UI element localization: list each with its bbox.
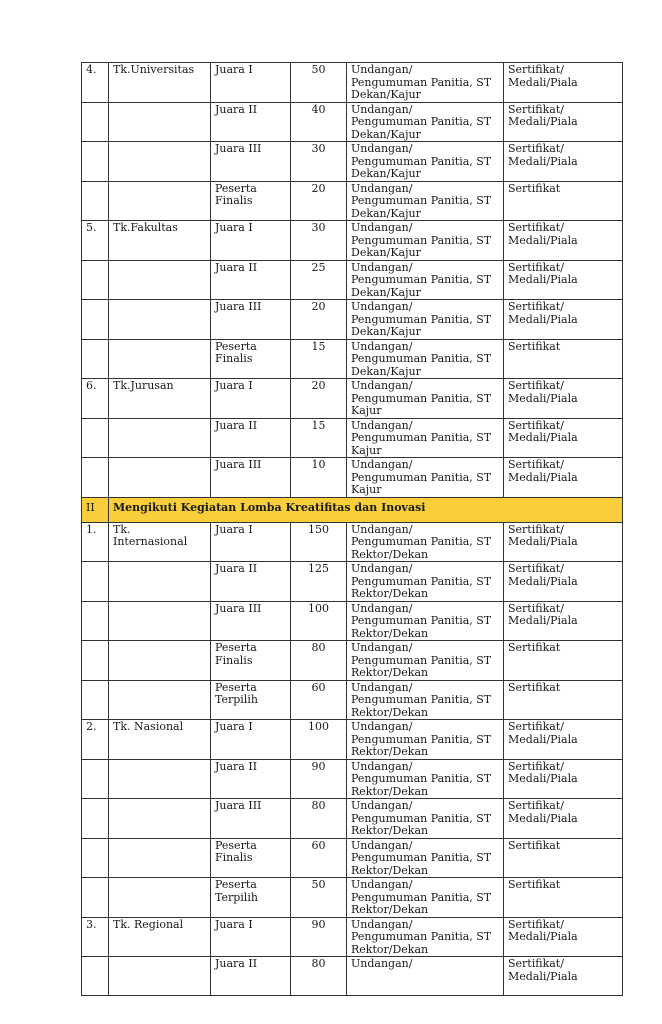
row-number-cell: 5. <box>82 221 109 261</box>
points-cell: 125 <box>291 562 347 602</box>
table-row <box>82 601 623 641</box>
level-cell <box>109 458 211 498</box>
table-row <box>82 562 623 602</box>
award-cell: Sertifikat/ Medali/Piala <box>504 142 623 182</box>
rank-cell: Juara III <box>211 601 291 641</box>
rank-cell: Peserta Terpilih <box>211 680 291 720</box>
evidence-cell <box>347 562 504 602</box>
rank-cell: Juara II <box>211 418 291 458</box>
row-number-cell <box>82 142 109 182</box>
rank-cell: Juara I <box>211 221 291 261</box>
evidence-line: Undangan/ <box>351 102 413 116</box>
evidence-cell <box>347 641 504 681</box>
evidence-line: Undangan/ <box>351 339 413 353</box>
level-cell <box>109 641 211 681</box>
level-cell <box>109 339 211 379</box>
evidence-cell <box>347 458 504 498</box>
evidence-cell <box>347 339 504 379</box>
achievement-score-table <box>81 62 623 996</box>
table-row <box>82 522 623 562</box>
evidence-line: Pengumuman Panitia, ST <box>351 653 492 667</box>
points-cell: 20 <box>291 300 347 340</box>
points-cell: 15 <box>291 418 347 458</box>
evidence-line: Undangan/ <box>351 142 413 155</box>
row-number-cell <box>82 181 109 221</box>
award-cell: Sertifikat/ Medali/Piala <box>504 759 623 799</box>
points-cell: 30 <box>291 142 347 182</box>
rank-cell: Juara III <box>211 458 291 498</box>
award-cell: Sertifikat <box>504 680 623 720</box>
evidence-line: Undangan/ <box>351 917 413 931</box>
award-cell: Sertifikat/ Medali/Piala <box>504 522 623 562</box>
evidence-cell <box>347 181 504 221</box>
evidence-line: Rektor/Dekan <box>351 824 429 837</box>
level-cell <box>109 878 211 918</box>
evidence-line: Pengumuman Panitia, ST <box>351 154 492 168</box>
points-cell: 20 <box>291 379 347 419</box>
evidence-line: Undangan/ <box>351 680 413 694</box>
evidence-cell <box>347 221 504 261</box>
table-row <box>82 339 623 379</box>
points-cell: 150 <box>291 522 347 562</box>
rank-cell: Peserta Finalis <box>211 838 291 878</box>
evidence-line: Dekan/Kajur <box>351 285 421 299</box>
rank-cell: Juara II <box>211 759 291 799</box>
level-cell: Tk. Nasional <box>109 720 211 760</box>
award-cell: Sertifikat/ Medali/Piala <box>504 917 623 957</box>
table-row <box>82 957 623 996</box>
evidence-line: Undangan/ <box>351 418 413 432</box>
table-row <box>82 142 623 182</box>
points-cell: 90 <box>291 917 347 957</box>
award-cell: Sertifikat/ Medali/Piala <box>504 562 623 602</box>
award-cell: Sertifikat/ Medali/Piala <box>504 221 623 261</box>
row-number-cell <box>82 601 109 641</box>
evidence-cell <box>347 142 504 182</box>
evidence-line: Dekan/Kajur <box>351 88 421 101</box>
evidence-line: Undangan/ <box>351 63 413 76</box>
award-cell: Sertifikat/ Medali/Piala <box>504 102 623 142</box>
evidence-line: Dekan/Kajur <box>351 364 421 378</box>
evidence-line: Rektor/Dekan <box>351 903 429 916</box>
level-cell <box>109 102 211 142</box>
points-cell: 80 <box>291 957 347 996</box>
evidence-line: Rektor/Dekan <box>351 745 429 758</box>
evidence-line: Undangan/ <box>351 720 413 733</box>
evidence-line: Pengumuman Panitia, ST <box>351 194 492 207</box>
rank-cell: Juara II <box>211 260 291 300</box>
level-cell <box>109 799 211 839</box>
award-cell: Sertifikat <box>504 339 623 379</box>
table-row <box>82 720 623 760</box>
evidence-cell <box>347 878 504 918</box>
evidence-line: Rektor/Dekan <box>351 942 429 956</box>
evidence-line: Rektor/Dekan <box>351 784 429 798</box>
row-number-cell <box>82 641 109 681</box>
evidence-cell <box>347 379 504 419</box>
points-cell: 90 <box>291 759 347 799</box>
evidence-line: Rektor/Dekan <box>351 666 429 679</box>
evidence-line: Pengumuman Panitia, ST <box>351 890 492 904</box>
rank-cell: Juara I <box>211 917 291 957</box>
evidence-line: Rektor/Dekan <box>351 547 429 561</box>
table-row <box>82 418 623 458</box>
evidence-line: Dekan/Kajur <box>351 127 421 141</box>
row-number-cell: 2. <box>82 720 109 760</box>
evidence-line: Pengumuman Panitia, ST <box>351 930 492 943</box>
points-cell: 80 <box>291 641 347 681</box>
section-title: Mengikuti Kegiatan Lomba Kreatifitas dan Inovasi <box>109 497 623 522</box>
evidence-line: Dekan/Kajur <box>351 246 421 259</box>
row-number-cell <box>82 300 109 340</box>
row-number-cell <box>82 680 109 720</box>
evidence-line: Pengumuman Panitia, ST <box>351 233 492 247</box>
row-number-cell: 3. <box>82 917 109 957</box>
evidence-line: Undangan/ <box>351 221 413 234</box>
evidence-line: Dekan/Kajur <box>351 206 421 220</box>
evidence-line: Dekan/Kajur <box>351 325 421 338</box>
evidence-line: Pengumuman Panitia, ST <box>351 614 492 627</box>
evidence-cell <box>347 300 504 340</box>
evidence-line: Kajur <box>351 483 382 496</box>
row-number-cell <box>82 957 109 996</box>
table-row <box>82 759 623 799</box>
rank-cell: Juara II <box>211 957 291 996</box>
evidence-line: Pengumuman Panitia, ST <box>351 732 492 746</box>
evidence-line: Pengumuman Panitia, ST <box>351 811 492 825</box>
evidence-line: Undangan/ <box>351 300 413 313</box>
rank-cell: Juara III <box>211 142 291 182</box>
table-row <box>82 641 623 681</box>
level-cell <box>109 300 211 340</box>
award-cell: Sertifikat <box>504 838 623 878</box>
points-cell: 20 <box>291 181 347 221</box>
evidence-line: Pengumuman Panitia, ST <box>351 391 492 405</box>
rank-cell: Peserta Finalis <box>211 339 291 379</box>
evidence-line: Pengumuman Panitia, ST <box>351 772 492 785</box>
level-cell <box>109 562 211 602</box>
level-cell <box>109 680 211 720</box>
section-number: II <box>82 497 109 522</box>
table-row <box>82 878 623 918</box>
evidence-line: Pengumuman Panitia, ST <box>351 75 492 89</box>
evidence-line: Undangan/ <box>351 379 413 392</box>
award-cell: Sertifikat <box>504 878 623 918</box>
points-cell: 15 <box>291 339 347 379</box>
evidence-line: Undangan/ <box>351 601 413 615</box>
row-number-cell: 4. <box>82 63 109 103</box>
table-row <box>82 221 623 261</box>
evidence-cell <box>347 601 504 641</box>
row-number-cell <box>82 562 109 602</box>
award-cell: Sertifikat <box>504 641 623 681</box>
award-cell: Sertifikat/ Medali/Piala <box>504 63 623 103</box>
points-cell: 60 <box>291 838 347 878</box>
row-number-cell <box>82 260 109 300</box>
rank-cell: Peserta Finalis <box>211 181 291 221</box>
rank-cell: Juara III <box>211 300 291 340</box>
rank-cell: Juara I <box>211 720 291 760</box>
row-number-cell: 1. <box>82 522 109 562</box>
evidence-cell <box>347 799 504 839</box>
table-row <box>82 838 623 878</box>
evidence-line: Undangan/ <box>351 838 413 852</box>
evidence-cell <box>347 917 504 957</box>
table-row <box>82 458 623 498</box>
evidence-cell <box>347 418 504 458</box>
level-cell: Tk. Regional <box>109 917 211 957</box>
evidence-cell <box>347 759 504 799</box>
award-cell: Sertifikat/ Medali/Piala <box>504 418 623 458</box>
rank-cell: Peserta Finalis <box>211 641 291 681</box>
award-cell: Sertifikat/ Medali/Piala <box>504 799 623 839</box>
table-row <box>82 300 623 340</box>
evidence-line: Pengumuman Panitia, ST <box>351 431 492 444</box>
award-cell: Sertifikat/ Medali/Piala <box>504 458 623 498</box>
row-number-cell <box>82 799 109 839</box>
evidence-line: Rektor/Dekan <box>351 863 429 877</box>
row-number-cell <box>82 458 109 498</box>
evidence-line: Undangan/ <box>351 799 413 812</box>
evidence-cell <box>347 102 504 142</box>
evidence-line: Undangan/ <box>351 458 413 471</box>
level-cell: Tk.Fakultas <box>109 221 211 261</box>
evidence-line: Undangan/ <box>351 522 413 536</box>
row-number-cell <box>82 339 109 379</box>
section-header-row <box>82 497 623 522</box>
evidence-cell <box>347 720 504 760</box>
table-row <box>82 260 623 300</box>
award-cell: Sertifikat/ Medali/Piala <box>504 300 623 340</box>
evidence-line: Rektor/Dekan <box>351 626 429 640</box>
evidence-line: Pengumuman Panitia, ST <box>351 115 492 128</box>
level-cell <box>109 601 211 641</box>
level-cell <box>109 260 211 300</box>
evidence-cell <box>347 260 504 300</box>
row-number-cell <box>82 418 109 458</box>
evidence-line: Pengumuman Panitia, ST <box>351 470 492 484</box>
evidence-line: Undangan/ <box>351 957 413 970</box>
rank-cell: Juara II <box>211 562 291 602</box>
row-number-cell <box>82 878 109 918</box>
rank-cell: Peserta Terpilih <box>211 878 291 918</box>
evidence-line: Kajur <box>351 404 382 417</box>
table-row <box>82 181 623 221</box>
points-cell: 60 <box>291 680 347 720</box>
table-row <box>82 799 623 839</box>
evidence-line: Pengumuman Panitia, ST <box>351 535 492 548</box>
evidence-line: Undangan/ <box>351 562 413 575</box>
evidence-line: Undangan/ <box>351 878 413 891</box>
award-cell: Sertifikat <box>504 181 623 221</box>
evidence-line: Pengumuman Panitia, ST <box>351 312 492 326</box>
table-row <box>82 102 623 142</box>
evidence-line: Kajur <box>351 443 382 457</box>
level-cell: Tk.Jurusan <box>109 379 211 419</box>
level-cell <box>109 759 211 799</box>
rank-cell: Juara I <box>211 63 291 103</box>
row-number-cell: 6. <box>82 379 109 419</box>
level-cell <box>109 957 211 996</box>
points-cell: 50 <box>291 878 347 918</box>
evidence-line: Pengumuman Panitia, ST <box>351 851 492 864</box>
evidence-line: Undangan/ <box>351 260 413 274</box>
points-cell: 25 <box>291 260 347 300</box>
award-cell: Sertifikat/ Medali/Piala <box>504 601 623 641</box>
award-cell: Sertifikat/ Medali/Piala <box>504 379 623 419</box>
evidence-line: Pengumuman Panitia, ST <box>351 693 492 706</box>
evidence-line: Rektor/Dekan <box>351 705 429 719</box>
evidence-line: Rektor/Dekan <box>351 587 429 600</box>
rank-cell: Juara I <box>211 522 291 562</box>
points-cell: 10 <box>291 458 347 498</box>
points-cell: 40 <box>291 102 347 142</box>
points-cell: 100 <box>291 601 347 641</box>
rank-cell: Juara II <box>211 102 291 142</box>
evidence-line: Undangan/ <box>351 759 413 773</box>
points-cell: 50 <box>291 63 347 103</box>
rank-cell: Juara III <box>211 799 291 839</box>
evidence-line: Undangan/ <box>351 641 413 654</box>
level-cell <box>109 418 211 458</box>
level-cell: Tk.Universitas <box>109 63 211 103</box>
evidence-line: Undangan/ <box>351 181 413 195</box>
points-cell: 80 <box>291 799 347 839</box>
evidence-cell <box>347 957 504 996</box>
table-row <box>82 63 623 103</box>
level-cell <box>109 838 211 878</box>
evidence-cell <box>347 63 504 103</box>
evidence-cell <box>347 838 504 878</box>
points-cell: 30 <box>291 221 347 261</box>
level-cell <box>109 142 211 182</box>
row-number-cell <box>82 838 109 878</box>
level-cell: Tk. Internasional <box>109 522 211 562</box>
evidence-line: Pengumuman Panitia, ST <box>351 352 492 365</box>
evidence-line: Dekan/Kajur <box>351 167 421 180</box>
rank-cell: Juara I <box>211 379 291 419</box>
table-row <box>82 680 623 720</box>
award-cell: Sertifikat/ Medali/Piala <box>504 260 623 300</box>
table-body <box>82 63 623 996</box>
award-cell: Sertifikat/ Medali/Piala <box>504 720 623 760</box>
row-number-cell <box>82 102 109 142</box>
evidence-line: Pengumuman Panitia, ST <box>351 574 492 588</box>
evidence-cell <box>347 680 504 720</box>
points-cell: 100 <box>291 720 347 760</box>
evidence-line: Pengumuman Panitia, ST <box>351 273 492 286</box>
evidence-cell <box>347 522 504 562</box>
row-number-cell <box>82 759 109 799</box>
award-cell: Sertifikat/ Medali/Piala <box>504 957 623 996</box>
table-row <box>82 379 623 419</box>
table-row <box>82 917 623 957</box>
level-cell <box>109 181 211 221</box>
